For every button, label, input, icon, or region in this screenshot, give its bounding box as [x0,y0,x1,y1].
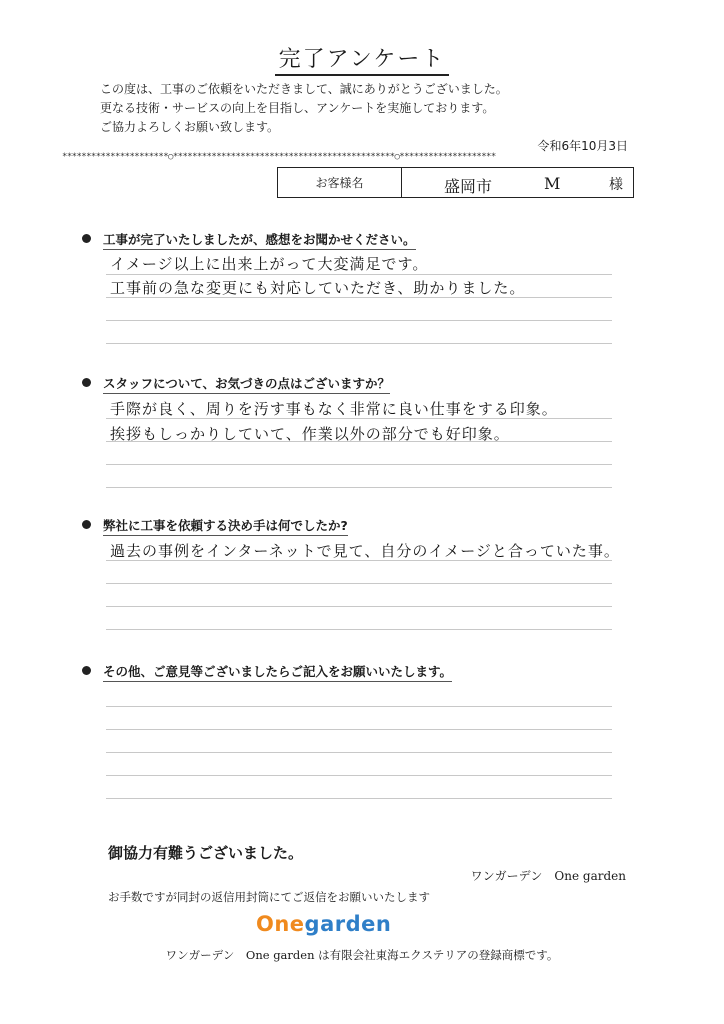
customer-honorific: 様 [609,177,623,193]
question-3: 弊社に工事を依頼する決め手は何でしたか? [82,516,348,534]
answer-1-line-2: 工事前の急な変更にも対応していただき、助かりました。 [110,279,526,297]
customer-name-box [277,167,634,198]
company-signature: ワンガーデン One garden [470,869,626,883]
answer-1-line-1: イメージ以上に出来上がって大変満足です。 [110,255,429,273]
survey-date: 令和6年10月3日 [537,139,628,153]
intro-text [100,80,508,137]
bullet-icon [82,234,91,243]
customer-name-value [402,168,633,197]
one-garden-logo [256,912,391,936]
bullet-icon [82,666,91,675]
bullet-icon [82,520,91,529]
customer-initial: M [544,174,561,193]
answer-3-line-1: 過去の事例をインターネットで見て、自分のイメージと合っていた事。 [110,542,620,560]
bullet-icon [82,378,91,387]
customer-name-label: お客様名 [278,168,402,197]
return-instruction: お手数ですが同封の返信用封筒にてご返信をお願いいたします [108,890,430,904]
logo-one: One [256,912,305,936]
question-2: スタッフについて、お気づきの点はございますか？ [82,374,390,392]
answer-2-line-1: 手際が良く、周りを汚す事もなく非常に良い仕事をする印象。 [110,400,558,418]
question-1: 工事が完了いたしましたが、感想をお聞かせください。 [82,230,416,248]
intro-line: 更なる技術・サービスの向上を目指し、アンケートを実施しております。 [100,101,495,115]
intro-line: この度は、工事のご依頼をいただきまして、誠にありがとうございました。 [100,82,508,96]
answer-2-line-2: 挨拶もしっかりしていて、作業以外の部分でも好印象。 [110,425,510,443]
thanks-message: 御協力有難うございました。 [108,844,304,862]
decorative-divider: **********************○**********************************************○******************** [62,152,496,162]
customer-city: 盛岡市 [444,177,493,196]
survey-title: 完了アンケート [0,42,724,73]
question-4: その他、ご意見等ございましたらご記入をお願いいたします。 [82,662,452,680]
trademark-notice: ワンガーデン One garden は有限会社東海エクステリアの登録商標です。 [165,948,559,962]
intro-line: ご協力よろしくお願い致します。 [100,120,280,134]
logo-garden: garden [304,912,392,936]
